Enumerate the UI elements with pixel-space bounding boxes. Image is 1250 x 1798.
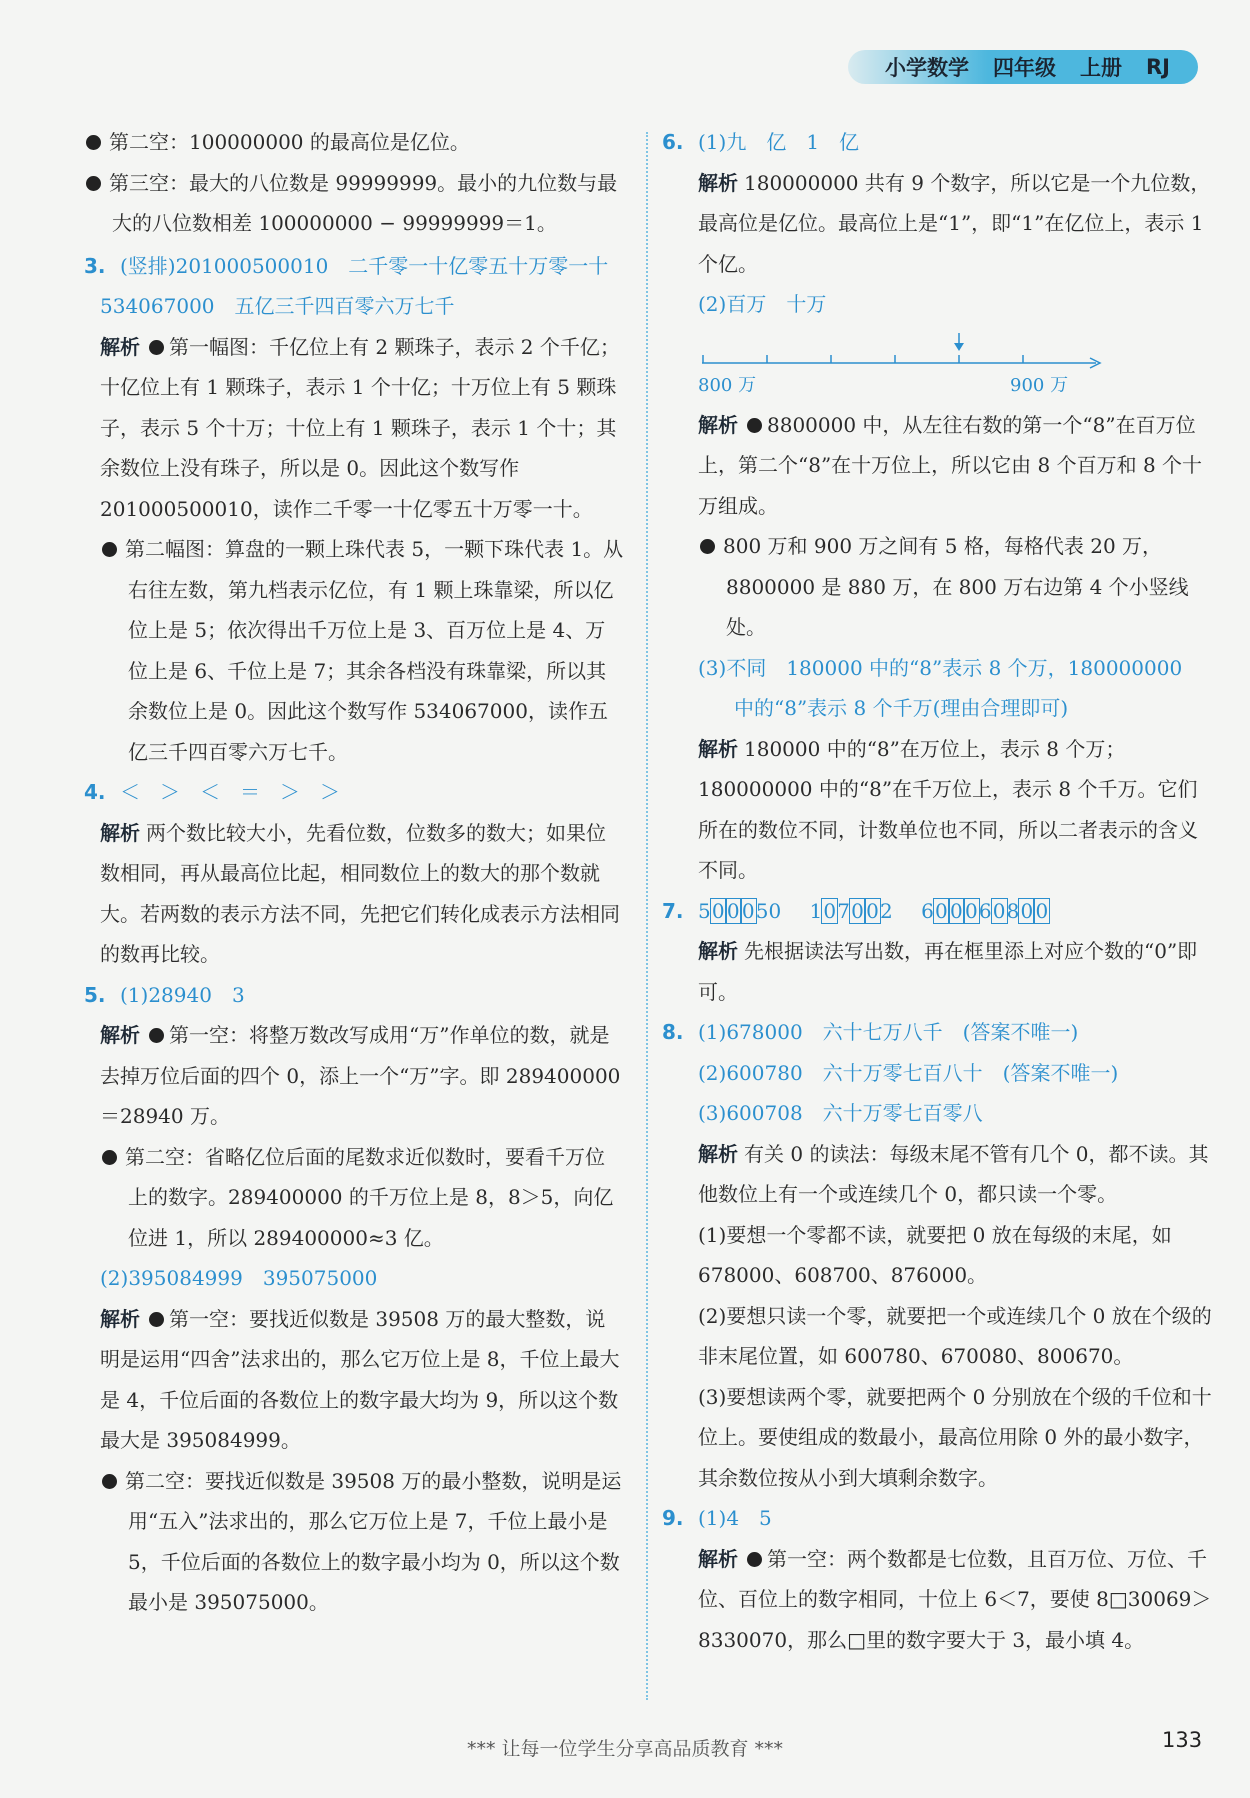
question-6-number: 6. <box>662 130 684 154</box>
question-3-answer <box>84 246 624 287</box>
q7-analysis: 解析 先根据读法写出数，再在框里添上对应个数的“0”即可。 <box>698 939 1198 1004</box>
bulb-icon <box>149 1312 164 1327</box>
bulb-icon <box>747 1552 762 1567</box>
q6-answer-3b: 中的“8”表示 8 个千万(理由合理即可) <box>734 696 1069 720</box>
bulb-icon <box>102 1474 117 1489</box>
q8-analysis: 解析 有关 0 的读法：每级末尾不管有几个 0，都不读。其他数位上有一个或连续几个 0，都只读一个零。 <box>698 1141 1209 1206</box>
analysis-label: 解析 <box>698 412 738 437</box>
question-5-number: 5. <box>84 982 106 1007</box>
analysis-label: 解析 <box>698 1546 738 1571</box>
q8-point-3: (3)要想读两个零，就要把两个 0 分别放在个级的千位和十位上。要使组成的数最小，最高位用除 0 外的最小数字，其余数位按从小到大填剩余数字。 <box>698 1384 1212 1490</box>
q6-analysis-3: 800 万和 900 万之间有 5 格，每格代表 20 万，8800000 是 880 万，在 800 万右边第 4 个小竖线处。 <box>698 526 1214 648</box>
header-subject: 小学数学 <box>885 56 970 80</box>
bulb-icon <box>86 176 101 191</box>
column-divider <box>646 132 648 1700</box>
q8-answer-3: (3)600708 六十万零七百零八 <box>698 1101 983 1125</box>
q6-analysis-4: 解析 180000 中的“8”在万位上，表示 8 个万；180000000 中的“8”在千万位上，表示 8 个千万。它们所在的数位不同，计数单位也不同，所以二者表示的含义不同。 <box>698 736 1198 882</box>
footer-slogan: *** 让每一位学生分享高品质教育 *** <box>466 1738 784 1760</box>
bulb-icon <box>102 542 117 557</box>
bulb-icon <box>149 1028 164 1043</box>
marker-arrow-icon <box>954 343 964 351</box>
question-8-answer <box>662 1012 1214 1053</box>
number-line-right-label: 900 万 <box>1010 374 1069 396</box>
q7-answer-2: 1070 02 <box>809 898 893 923</box>
number-line <box>698 325 1214 405</box>
question-8-number: 8. <box>662 1020 684 1044</box>
q8-answer-1: (1)678000 六十七万八千 (答案不唯一) <box>698 1020 1079 1044</box>
q5-analysis-4: 第二空：要找近似数是 39508 万的最小整数，说明是运用“五入”法求出的，那么它万位上是 7，千位上最小是 5，千位后面的各数位上的数字最小均为 0，所以这个数最小是 395075000。 <box>100 1461 624 1623</box>
q6-answer-3a: (3)不同 180000 中的“8”表示 8 个万，180000000 <box>698 655 1183 680</box>
bulb-icon <box>149 340 164 355</box>
q8-point-1: (1)要想一个零都不读，就要把 0 放在每级的末尾，如 678000、608700、876000。 <box>698 1222 1172 1287</box>
left-bullet-1: 第二空：100000000 的最高位是亿位。 <box>84 122 624 163</box>
analysis-label: 解析 <box>100 1306 140 1331</box>
number-line-ticks <box>703 355 1023 363</box>
header-band <box>848 50 1198 84</box>
question-5-answer <box>84 975 624 1016</box>
q5-analysis-2: 第二空：省略亿位后面的尾数求近似数时，要看千万位上的数字。289400000 的千万位上是 8，8＞5，向亿位进 1，所以 289400000≈3 亿。 <box>100 1137 624 1259</box>
left-bullet-2: 第三空：最大的八位数是 99999999。最小的九位数与最大的八位数相差 100000000 − 99999999＝1。 <box>84 163 624 244</box>
analysis-label: 解析 <box>698 170 738 195</box>
header-grade: 四年级 <box>993 56 1057 80</box>
q7-answer-1: 50 0 050 <box>698 898 782 923</box>
q5-answer-1: (1)28940 3 <box>120 982 245 1007</box>
question-6-answer <box>662 122 1214 163</box>
page-number: 133 <box>1162 1728 1203 1752</box>
q7-answer-3: 60 0 06080 0 <box>921 899 1049 923</box>
analysis-label: 解析 <box>698 1141 738 1166</box>
question-4-answer <box>84 772 624 813</box>
question-4-number: 4. <box>84 780 106 804</box>
bulb-icon <box>747 418 762 433</box>
left-column <box>84 122 624 1623</box>
q3-analysis-1: 解析 第一幅图：千亿位上有 2 颗珠子，表示 2 个千亿；十亿位上有 1 颗珠子，表示 1 个十亿；十万位上有 5 颗珠子，表示 5 个十万；十位上有 1 颗珠子，表示 1 个十；其余数位上没有珠子，所以是 0。因此这个数写作 201000500010，读作二千零一十亿零五十万零一十。 <box>100 334 620 521</box>
q9-answer: (1)4 5 <box>698 1506 772 1530</box>
bulb-icon <box>700 539 715 554</box>
analysis-label: 解析 <box>100 1023 140 1047</box>
bulb-icon <box>102 1150 117 1165</box>
q4-analysis: 解析 两个数比较大小，先看位数，位数多的数大；如果位数相同，再从最高位比起，相同数位上的数大的那个数就大。若两数的表示方法不同，先把它们转化成表示方法相同的数再比较。 <box>100 820 620 966</box>
question-9-number: 9. <box>662 1506 684 1530</box>
right-column <box>662 122 1214 1660</box>
q5-analysis-3: 解析 第一空：要找近似数是 39508 万的最大整数，说明是运用“四舍”法求出的，那么它万位上是 8，千位上最大是 4，千位后面的各数位上的数字最大均为 9，所以这个数最大是 395084999。 <box>100 1306 620 1452</box>
q8-answer-2: (2)600780 六十万零七百八十 (答案不唯一) <box>698 1060 1119 1085</box>
q3-answer-line-1: (竖排)201000500010 二千零一十亿零五十万零一十 <box>120 253 609 278</box>
analysis-label: 解析 <box>698 939 738 963</box>
q6-analysis-1: 解析 180000000 共有 9 个数字，所以它是一个九位数，最高位是亿位。最高位上是“1”，即“1”在亿位上，表示 1 个亿。 <box>698 170 1211 276</box>
q6-analysis-2: 解析 8800000 中，从左往右数的第一个“8”在百万位上，第二个“8”在十万位上，所以它由 8 个百万和 8 个十万组成。 <box>698 412 1203 518</box>
q9-analysis: 解析 第一空：两个数都是七位数，且百万位、万位、千位、百位上的数字相同，十位上 6＜7，要使 8□30069＞8330070，那么□里的数字要大于 3，最小填 4。 <box>698 1546 1212 1652</box>
q3-answer-line-2: 534067000 五亿三千四百零六万七千 <box>100 294 455 318</box>
question-7-number: 7. <box>662 898 684 923</box>
number-line-svg <box>698 325 1118 405</box>
q3-analysis-2: 第二幅图：算盘的一颗上珠代表 5，一颗下珠代表 1。从右往左数，第九档表示亿位，有 1 颗上珠靠梁，所以亿位上是 5；依次得出千万位上是 3、百万位上是 4、万位上是 6、千位上是 7；其余各档没有珠靠梁，所以其余数位上是 0。因此这个数写作 534067000，读作五亿三千四百零六万七千。 <box>100 529 624 772</box>
q5-answer-2: (2)395084999 395075000 <box>100 1266 378 1290</box>
analysis-label: 解析 <box>100 334 140 359</box>
question-7-answer <box>662 891 1214 932</box>
analysis-label: 解析 <box>100 820 140 845</box>
header-edition: RJ <box>1146 55 1170 79</box>
q4-answer: ＜ ＞ ＜ ＝ ＞ ＞ <box>120 780 340 804</box>
bulb-icon <box>86 135 101 150</box>
header-volume: 上册 <box>1080 56 1123 80</box>
analysis-label: 解析 <box>698 736 738 761</box>
q8-point-2: (2)要想只读一个零，就要把一个或连续几个 0 放在个级的非末尾位置，如 600780、670080、800670。 <box>698 1303 1212 1368</box>
question-9-answer <box>662 1498 1214 1539</box>
q6-answer-1: (1)九 亿 1 亿 <box>698 130 860 154</box>
question-3-number: 3. <box>84 253 106 278</box>
number-line-left-label: 800 万 <box>698 374 757 396</box>
q5-analysis-1: 解析 第一空：将整万数改写成用“万”作单位的数，就是去掉万位后面的四个 0，添上一个“万”字。即 289400000＝28940 万。 <box>100 1023 621 1128</box>
q6-answer-2: (2)百万 十万 <box>698 292 827 316</box>
